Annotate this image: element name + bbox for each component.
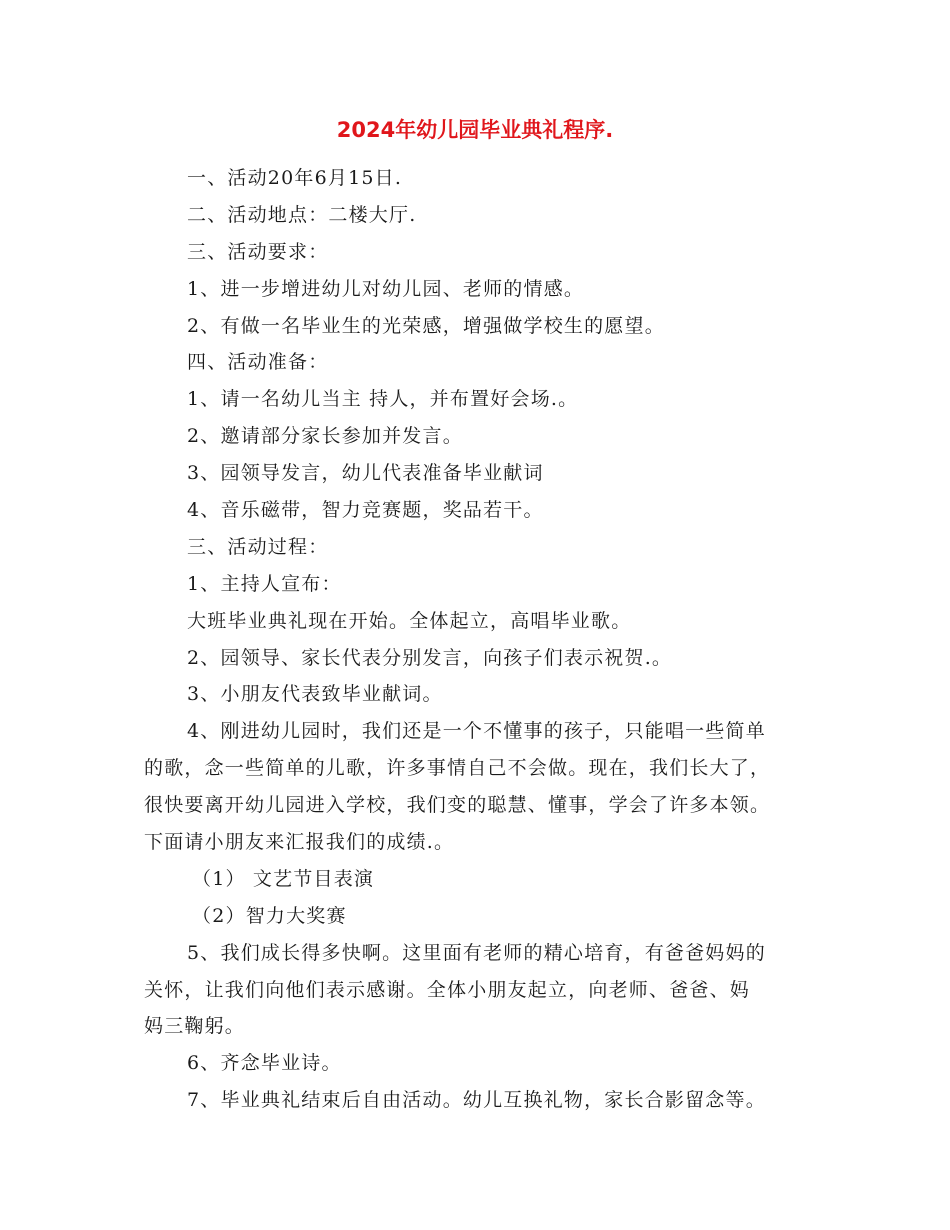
text-line: 5、我们成长得多快啊。这里面有老师的精心培育，有爸爸妈妈的 — [187, 941, 766, 964]
text-line: 一、活动20年6月15日. — [187, 167, 403, 189]
text-line: 四、活动准备： — [187, 351, 329, 374]
text-line: 很快要离开幼儿园进入学校，我们变的聪慧、懂事，学会了许多本领。 — [144, 794, 771, 817]
text-line: 二、活动地点：二楼大厅. — [187, 203, 417, 226]
text-line: 三、活动过程： — [187, 535, 329, 558]
text-line: 的歌，念一些简单的儿歌，许多事情自己不会做。现在，我们长大了， — [144, 757, 771, 780]
text-line: 1、请一名幼儿当主 持人，并布置好会场.。 — [187, 388, 579, 411]
document-body — [144, 160, 810, 1119]
text-line: （1） 文艺节目表演 — [192, 867, 375, 890]
text-line: 3、园领导发言，幼儿代表准备毕业献词 — [187, 462, 544, 485]
text-line: 2、邀请部分家长参加并发言。 — [187, 425, 463, 448]
text-line: 6、齐念毕业诗。 — [187, 1052, 342, 1075]
text-line: 妈三鞠躬。 — [144, 1015, 246, 1038]
text-line: 关怀，让我们向他们表示感谢。全体小朋友起立，向老师、爸爸、妈 — [144, 978, 751, 1001]
text-line: （2）智力大奖赛 — [192, 904, 347, 927]
text-line: 三、活动要求： — [187, 240, 329, 263]
text-line: 4、刚进幼儿园时，我们还是一个不懂事的孩子，只能唱一些简单 — [187, 720, 766, 743]
text-line: 1、主持人宣布： — [187, 572, 342, 595]
text-line: 7、毕业典礼结束后自由活动。幼儿互换礼物，家长合影留念等。 — [187, 1089, 766, 1112]
text-line: 1、进一步增进幼儿对幼儿园、老师的情感。 — [187, 277, 585, 300]
text-line: 2、有做一名毕业生的光荣感，增强做学校生的愿望。 — [187, 314, 665, 337]
text-line: 4、音乐磁带，智力竞赛题，奖品若干。 — [187, 499, 544, 522]
text-line: 2、园领导、家长代表分别发言，向孩子们表示祝贺.。 — [187, 646, 673, 669]
text-line: 3、小朋友代表致毕业献词。 — [187, 683, 443, 706]
text-line: 下面请小朋友来汇报我们的成绩.。 — [144, 831, 455, 854]
text-line: 大班毕业典礼现在开始。全体起立，高唱毕业歌。 — [187, 609, 632, 632]
document-title: 2024年幼儿园毕业典礼程序. — [336, 118, 614, 142]
